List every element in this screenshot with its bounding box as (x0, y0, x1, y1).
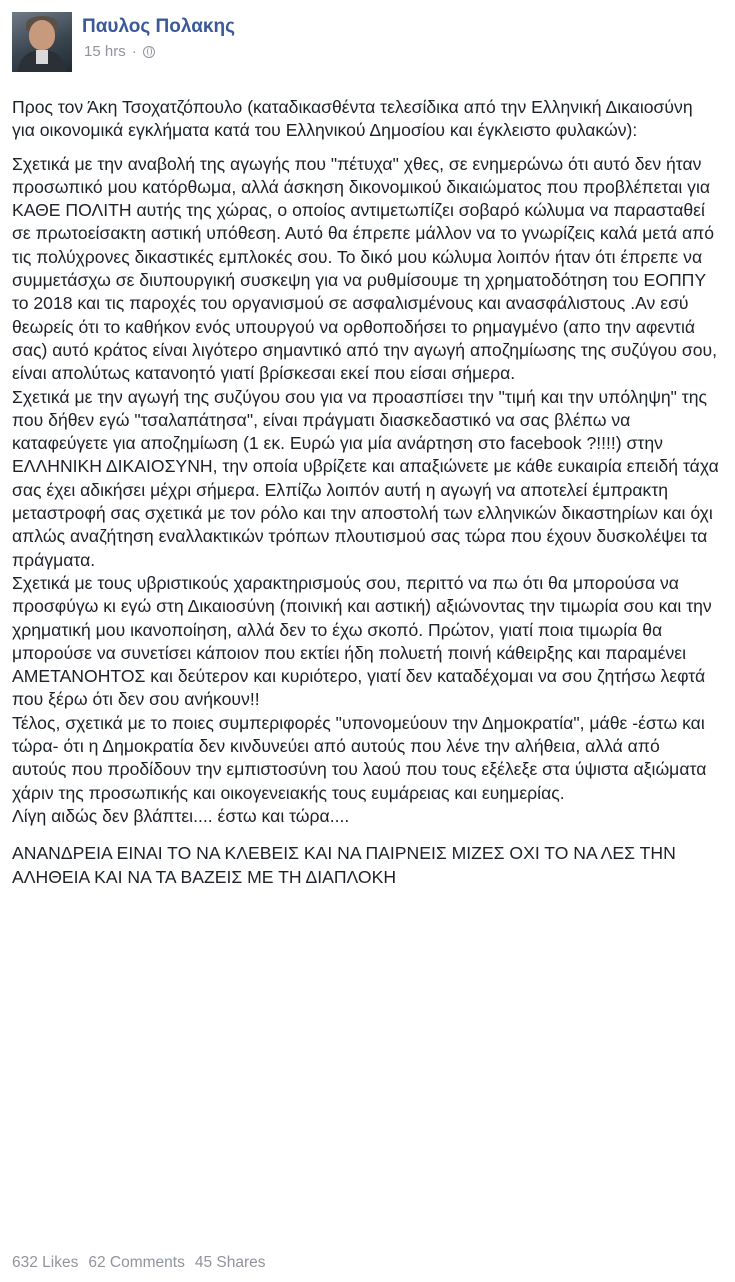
post-paragraph: Λίγη αιδώς δεν βλάπτει.... έστω και τώρα.... (12, 805, 350, 826)
post-header (12, 12, 725, 82)
post-paragraph: ΑΝΑΝΔΡΕΙΑ ΕΙΝΑΙ ΤΟ ΝΑ ΚΛΕΒΕΙΣ ΚΑΙ ΝΑ ΠΑΙΡΝΕΙΣ ΜΙΖΕΣ ΟΧΙ ΤΟ ΝΑ ΛΕΣ ΤΗΝ ΑΛΗΘΕΙΑ ΚΑΙ ΝΑ ΤΑ ΒΑΖΕΙΣ ΜΕ ΤΗ ΔΙΑΠΛΟΚΗ (12, 843, 676, 887)
likes-count[interactable]: 632 Likes (12, 1254, 79, 1271)
post-timestamp[interactable]: 15 hrs (84, 43, 126, 60)
post-paragraph: Σχετικά με τους υβριστικούς χαρακτηρισμούς σου, περιττό να πω ότι θα μπορούσα να προσφύγω κι εγώ στη Δικαιοσύνη (ποινική και αστική) αξιώνοντας την τιμωρία σου και την χρηματική μου ικανοποίηση, αλλά δεν το έχω σκοπό. Πρώτον, γιατί ποια τιμωρία θα μπορούσε να συνετίσει κάποιον που εκτίει ήδη πολυετή ποινή κάθειρξης και παραμένει ΑΜΕΤΑΝΟΗΤΟΣ και δεύτερον και κυριότερο, γιατί δεν καταδέχομαι να σου ζητήσω λεφτά που ξέρω ότι δεν σου ανήκουν!! (12, 572, 712, 710)
post-body (12, 96, 725, 889)
shares-count[interactable]: 45 Shares (194, 1254, 266, 1271)
globe-icon[interactable] (143, 46, 155, 58)
post-stats (12, 1253, 276, 1273)
meta-separator: · (131, 43, 137, 60)
author-avatar[interactable] (12, 12, 72, 72)
post-paragraph: Σχετικά με την αγωγή της συζύγου σου για να προασπίσει την "τιμή και την υπόληψη" της που δήθεν εγώ "τσαλαπάτησα", είναι πράγματι διασκεδαστικό να σας βλέπω να καταφεύγετε για αποζημίωση (1 εκ. Ευρώ για μία ανάρτηση στο facebook ?!!!!) στην ΕΛΛΗΝΙΚΗ ΔΙΚΑΙΟΣΥΝΗ, την οποία υβρίζετε και απαξιώνετε με κάθε ευκαιρία επειδή τάχα σας έχει αδικήσει μέχρι σήμερα. Ελπίζω λοιπόν αυτή η αγωγή να αποτελεί έμπρακτη μεταστροφή σας σχετικά με τον ρόλο και την αποστολή των ελληνικών δικαστηρίων και όχι απλώς αναζήτηση εναλλακτικών τρόπων πλουτισμού σας τώρα που έχουν δυσκολέψει τα πράγματα. (12, 386, 719, 570)
author-name[interactable]: Παυλος Πολακης (82, 16, 235, 37)
comments-count[interactable]: 62 Comments (88, 1254, 185, 1271)
post-meta (82, 12, 235, 63)
post-time-row (84, 41, 235, 63)
post-paragraph: Σχετικά με την αναβολή της αγωγής που "πέτυχα" χθες, σε ενημερώνω ότι αυτό δεν ήταν προσωπικό μου κατόρθωμα, αλλά άσκηση δικονομικού δικαιώματος που προβλέπεται για ΚΑΘΕ ΠΟΛΙΤΗ αυτής της χώρας, ο οποίος αντιμετωπίζει σοβαρό κώλυμα να παρασταθεί σε πρωτοείσακτη αστική υπόθεση. Αυτό θα έπρεπε μάλλον να το γνωρίζεις καλά μετά από τις πολύχρονες δικαστικές εμπλοκές σου. Το δικό μου κώλυμα λοιπόν ήταν ότι έπρεπε να συμμετάσχω σε διυπουργική συσκεψη για να ρυθμίσουμε τη χρηματοδότηση του ΕΟΠΠΥ το 2018 και τις παροχές του οργανισμού σε ασφαλισμένους και ανασφάλιστους .Αν εσύ θεωρείς ότι το καθήκον ενός υπουργού να ορθοποδήσει το ρημαγμένο (απο την αφεντιά σας) αυτό κράτος είναι λιγότερο σημαντικό από την αγωγή αποζημίωσης της συζύγου σου, είναι απολύτως κατανοητό γιατί βρίσκεσαι εκεί που είσαι σήμερα. (12, 153, 718, 384)
post-paragraph: Τέλος, σχετικά με το ποιες συμπεριφορές "υπονομεύουν την Δημοκρατία", μάθε -έστω και τώρα- ότι η Δημοκρατία δεν κινδυνεύει από αυτούς που λένε την αλήθεια, αλλά από αυτούς που προδίδουν την εμπιστοσύνη του λαού που τους εξέλεξε στα ύψιστα αξιώματα χάριν της προσωπικής και οικογενειακής τους ευμάρειας και ευημερίας. (12, 712, 707, 803)
post-paragraph: Προς τον Άκη Τσοχατζόπουλο (καταδικασθέντα τελεσίδικα από την Ελληνική Δικαιοσύνη για οικονομικά εγκλήματα κατά του Ελληνικού Δημοσίου και έγκλειστο φυλακών): (12, 97, 693, 141)
